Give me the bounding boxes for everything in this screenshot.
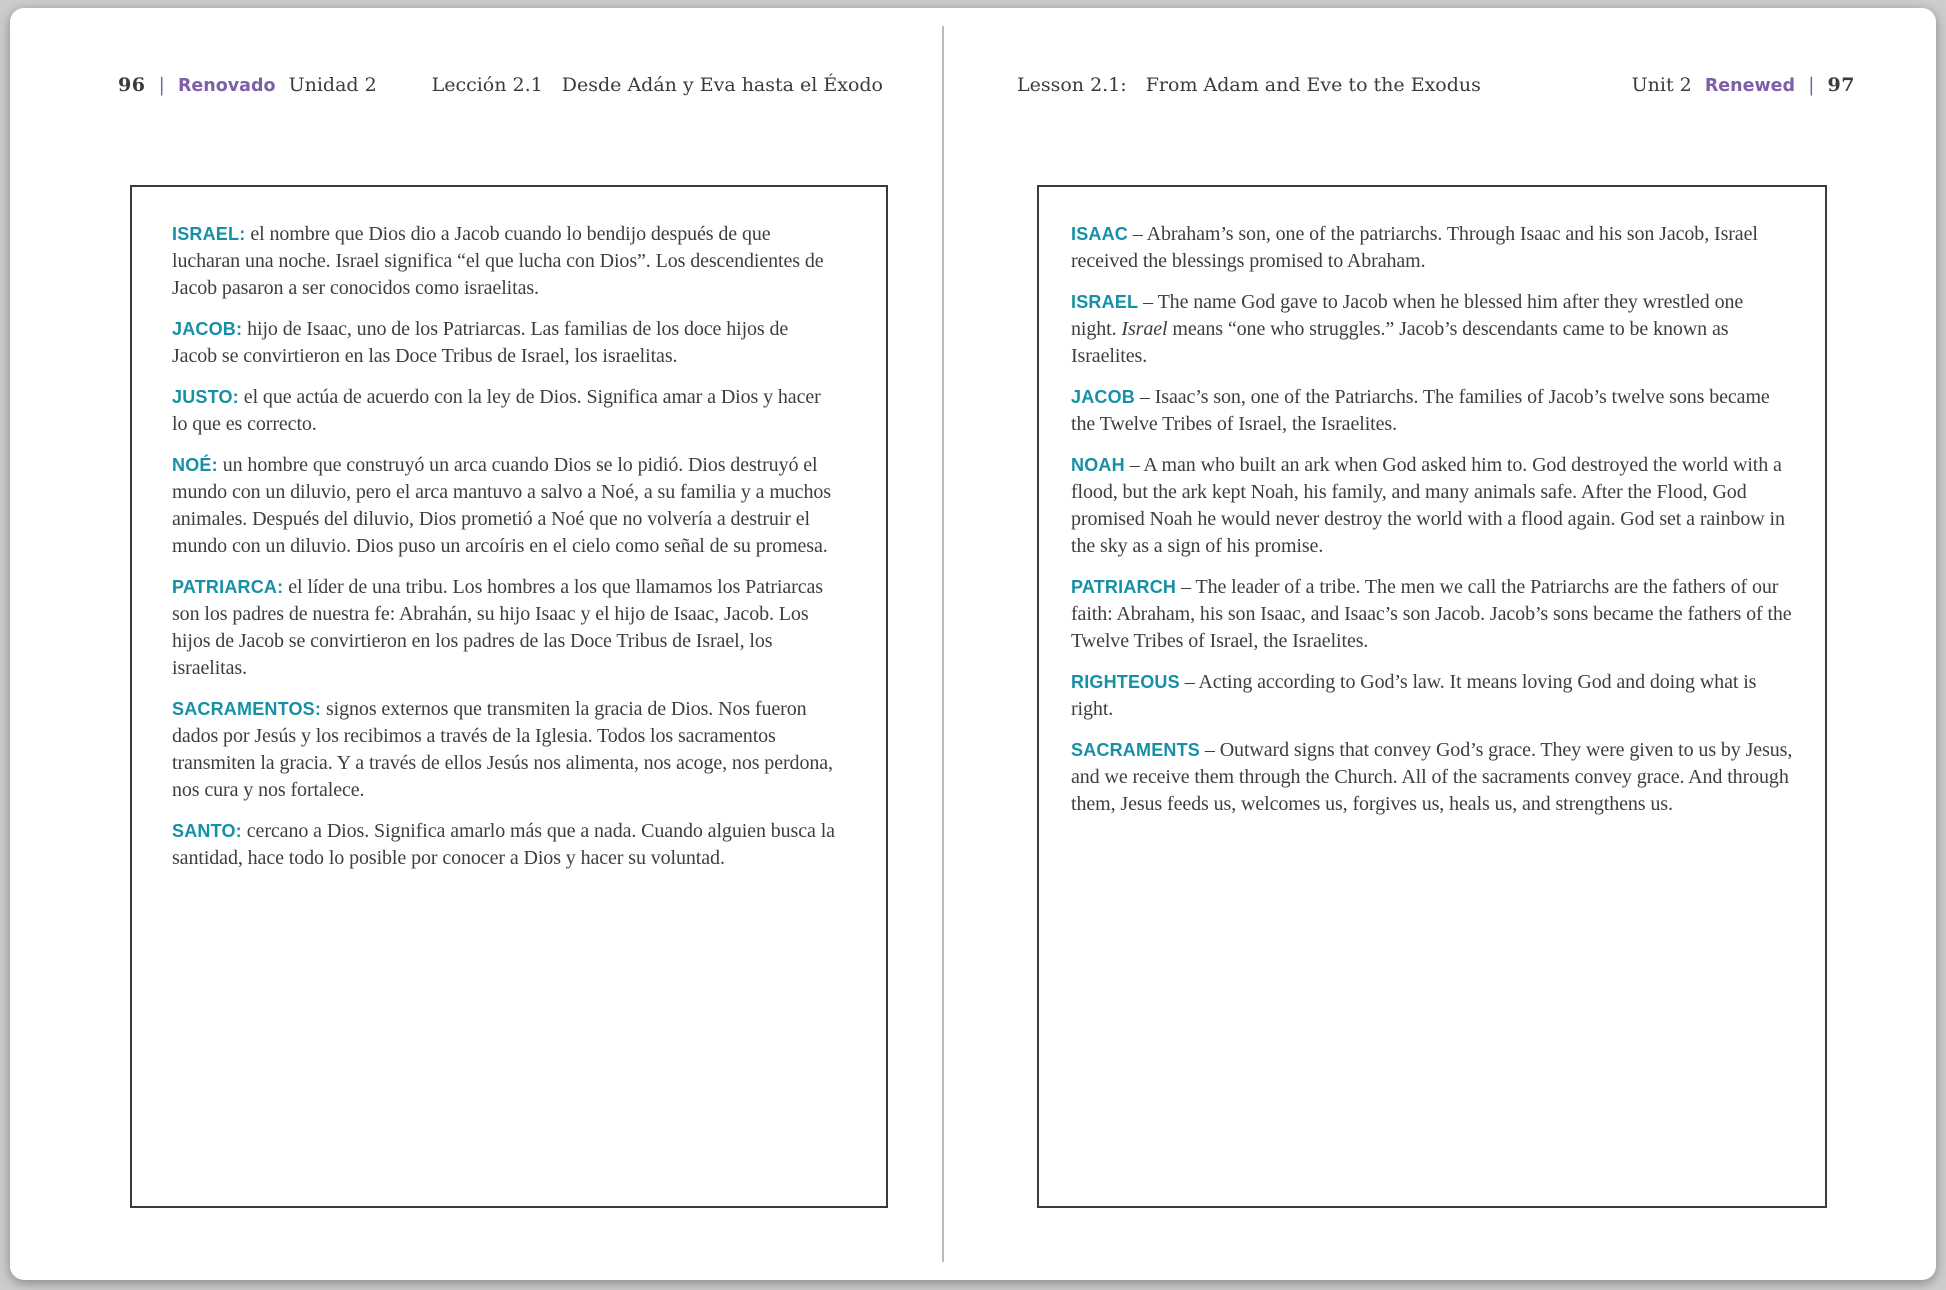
- glossary-term: RIGHTEOUS: [1071, 672, 1180, 692]
- glossary-definition-text: cercano a Dios. Significa amarlo más que a nada. Cuando alguien busca la santidad, hace todo lo posible por conocer a Dios y hacer su voluntad.: [172, 820, 835, 869]
- right-page-header: [1017, 74, 1855, 96]
- glossary-entry: [1071, 574, 1793, 655]
- lesson-title-right: From Adam and Eve to the Exodus: [1145, 74, 1481, 96]
- glossary-definition-text: A man who built an ark when God asked him to. God destroyed the world with a flood, but the ark kept Noah, his family, and many animals safe. After the Flood, God promised Noah he would never destroy the world with a flood again. God set a rainbow in the sky as a sign of his promise.: [1071, 454, 1785, 557]
- lesson-number-left: Lección 2.1: [431, 74, 543, 96]
- glossary-entry: [172, 696, 838, 804]
- glossary-term: SACRAMENTOS:: [172, 699, 322, 719]
- glossary-term: NOAH: [1071, 455, 1125, 475]
- glossary-definition-text: Abraham’s son, one of the patriarchs. Through Isaac and his son Jacob, Israel received the blessings promised to Abraham.: [1071, 223, 1758, 272]
- glossary-definition-text: Acting according to God’s law. It means loving God and doing what is right.: [1071, 671, 1757, 720]
- glossary-entry: [1071, 669, 1793, 723]
- left-page-header: [118, 74, 883, 96]
- right-folio: [1632, 74, 1855, 96]
- glossary-definition-text: el líder de una tribu. Los hombres a los que llamamos los Patriarcas son los padres de nuestra fe: Abrahán, su hijo Isaac y el hijo de Isaac, Jacob. Los hijos de Jacob se convirtieron en los padres de las Doce Tribus de Israel, los israelitas.: [172, 576, 823, 679]
- glossary-entry: [172, 452, 838, 560]
- glossary-term: ISAAC: [1071, 224, 1129, 244]
- glossary-term: JUSTO:: [172, 387, 239, 407]
- glossary-entry: [1071, 384, 1793, 438]
- glossary-term: ISRAEL: [1071, 292, 1139, 312]
- glossary-definition-text: hijo de Isaac, uno de los Patriarcas. Las familias de los doce hijos de Jacob se convirtieron en las Doce Tribus de Israel, los israelitas.: [172, 318, 789, 367]
- glossary-definition-text: el nombre que Dios dio a Jacob cuando lo bendijo después de que lucharan una noche. Israel significa “el que lucha con Dios”. Los descendientes de Jacob pasaron a ser conocidos como israelitas.: [172, 223, 824, 299]
- glossary-separator: –: [1200, 739, 1220, 761]
- page-gutter-divider: [942, 26, 944, 1262]
- glossary-entry: [172, 316, 838, 370]
- left-folio: [118, 74, 377, 96]
- glossary-term: ISRAEL:: [172, 224, 246, 244]
- unit-label-right: Unit 2: [1631, 74, 1692, 96]
- unit-label-left: Unidad 2: [288, 74, 377, 96]
- glossary-term: PATRIARCH: [1071, 577, 1177, 597]
- right-lesson-heading: [1017, 74, 1481, 96]
- lesson-title-left: Desde Adán y Eva hasta el Éxodo: [561, 74, 883, 96]
- glossary-term: NOÉ:: [172, 455, 218, 475]
- glossary-entry: [1071, 452, 1793, 560]
- left-lesson-heading: [432, 74, 883, 96]
- glossary-term: PATRIARCA:: [172, 577, 284, 597]
- header-divider-left: |: [158, 74, 165, 96]
- glossary-entry: [172, 384, 838, 438]
- glossary-definition-text: el que actúa de acuerdo con la ley de Dios. Significa amar a Dios y hacer lo que es correcto.: [172, 386, 821, 435]
- glossary-entry: [172, 574, 838, 682]
- header-divider-right: |: [1808, 74, 1815, 96]
- glossary-entry: [1071, 289, 1793, 370]
- lesson-number-right: Lesson 2.1:: [1017, 74, 1127, 96]
- glossary-term: SACRAMENTS: [1071, 740, 1201, 760]
- glossary-separator: –: [1176, 576, 1196, 598]
- page-number-right: 97: [1827, 74, 1855, 96]
- glossary-definition-text: Outward signs that convey God’s grace. They were given to us by Jesus, and we receive them through the Church. All of the sacraments convey grace. And through them, Jesus feeds us, welcomes us, forgives us, heals us, and strengthens us.: [1071, 739, 1793, 815]
- glossary-entry: [172, 221, 838, 302]
- glossary-definition-text: Isaac’s son, one of the Patriarchs. The families of Jacob’s twelve sons became the Twelve Tribes of Israel, the Israelites.: [1071, 386, 1770, 435]
- glossary-term: JACOB: [1071, 387, 1136, 407]
- glossary-term: SANTO:: [172, 821, 242, 841]
- glossary-separator: –: [1128, 223, 1147, 245]
- brand-renovado: Renovado: [177, 76, 276, 96]
- glossary-separator: –: [1179, 671, 1199, 693]
- glossary-definition-text: Israel: [1121, 318, 1168, 340]
- glossary-entry: [1071, 221, 1793, 275]
- brand-renewed: Renewed: [1704, 76, 1796, 96]
- glossary-box-spanish: [130, 185, 888, 1208]
- glossary-entry: [1071, 737, 1793, 818]
- glossary-entry: [172, 818, 838, 872]
- glossary-separator: –: [1135, 386, 1155, 408]
- glossary-separator: –: [1124, 454, 1144, 476]
- glossary-definition-text: un hombre que construyó un arca cuando Dios se lo pidió. Dios destruyó el mundo con un diluvio, pero el arca mantuvo a salvo a Noé, a su familia y a muchos animales. Después del diluvio, Dios prometió a Noé que no volvería a destruir el mundo con un diluvio. Dios puso un arcoíris en el cielo como señal de su promesa.: [172, 454, 831, 557]
- glossary-definition-text: signos externos que transmiten la gracia de Dios. Nos fueron dados por Jesús y los recibimos a través de la Iglesia. Todos los sacramentos transmiten la gracia. Y a través de ellos Jesús nos alimenta, nos acoge, nos perdona, nos cura y nos fortalece.: [172, 698, 833, 801]
- glossary-definition-text: The name God gave to Jacob when he blessed him after they wrestled one night.: [1071, 291, 1744, 340]
- page-number-left: 96: [118, 74, 146, 96]
- glossary-definition-text: The leader of a tribe. The men we call the Patriarchs are the fathers of our faith: Abraham, his son Isaac, and Isaac’s son Jacob. Jacob’s sons became the fathers of the Twelve Tribes of Israel, the Israelites.: [1071, 576, 1792, 652]
- glossary-separator: –: [1138, 291, 1158, 313]
- glossary-term: JACOB:: [172, 319, 243, 339]
- glossary-box-english: [1037, 185, 1827, 1208]
- book-spread: [10, 8, 1936, 1280]
- glossary-definition-text: means “one who struggles.” Jacob’s descendants came to be known as Israelites.: [1071, 318, 1729, 367]
